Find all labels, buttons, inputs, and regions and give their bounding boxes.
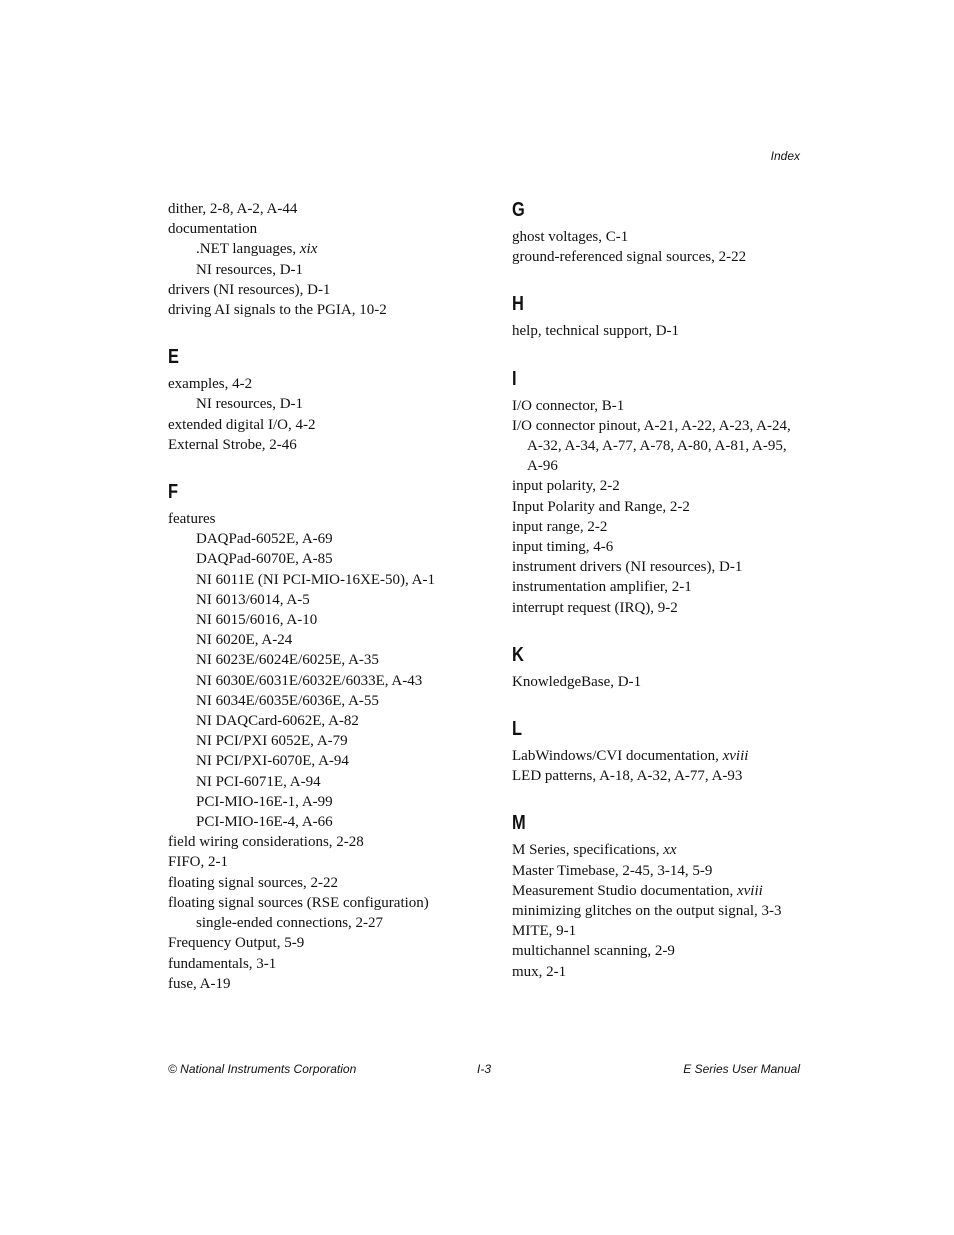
index-entry-text: fundamentals, 3-1 (168, 955, 277, 972)
index-entry (168, 435, 468, 455)
index-entry-text: PCI-MIO-16E-4, A-66 (196, 814, 333, 831)
index-subentry (168, 711, 468, 731)
index-section-letter: M (512, 812, 526, 835)
index-entry (512, 921, 804, 941)
index-entry-text: minimizing glitches on the output signal, 3-3 (512, 903, 782, 920)
index-subentry (168, 549, 468, 569)
index-entry-text: NI 6011E (NI PCI-MIO-16XE-50), A-1 (196, 571, 435, 588)
index-entry (512, 497, 804, 517)
index-entry (168, 415, 468, 435)
index-entry-text: LabWindows/CVI documentation, (512, 748, 723, 765)
index-entry-text: NI 6023E/6024E/6025E, A-35 (196, 652, 379, 669)
index-subentry (168, 630, 468, 650)
footer-manual-title: E Series User Manual (683, 1062, 800, 1076)
index-entry-text: help, technical support, D-1 (512, 323, 680, 340)
index-entry (168, 873, 468, 893)
index-subentry (168, 570, 468, 590)
index-entry-text: FIFO, 2-1 (168, 854, 229, 871)
index-entry-text: ground-referenced signal sources, 2-22 (512, 249, 747, 266)
index-subentry (168, 913, 468, 933)
index-entry-text: dither, 2-8, A-2, A-44 (168, 201, 298, 217)
index-entry-text: fuse, A-19 (168, 975, 231, 992)
index-entry (168, 954, 468, 974)
index-section-letter: F (168, 481, 179, 504)
index-entry (512, 941, 804, 961)
index-entry-text: examples, 4-2 (168, 376, 253, 393)
index-entry-text: LED patterns, A-18, A-32, A-77, A-93 (512, 768, 743, 785)
index-subentry (168, 812, 468, 832)
index-entry (512, 840, 804, 860)
index-entry-text: NI 6020E, A-24 (196, 632, 293, 649)
index-subentry (168, 260, 468, 280)
index-entry (168, 280, 468, 300)
index-entry (168, 893, 468, 913)
index-section (512, 718, 804, 786)
index-sections-right (512, 199, 804, 982)
index-section-letter: I (512, 367, 517, 390)
index-subentry (168, 691, 468, 711)
index-entry (512, 396, 804, 416)
index-entry-text: MITE, 9-1 (512, 923, 577, 940)
index-subentry (168, 792, 468, 812)
index-entry (512, 537, 804, 557)
index-section (512, 644, 804, 692)
index-entry-text: NI PCI/PXI 6052E, A-79 (196, 733, 348, 750)
index-entry-page-roman: xix (299, 241, 318, 258)
index-subentry (168, 529, 468, 549)
index-entry-text: NI 6034E/6035E/6036E, A-55 (196, 692, 379, 709)
index-entry-text: NI DAQCard-6062E, A-82 (196, 713, 359, 730)
index-entry-text: PCI-MIO-16E-1, A-99 (196, 793, 333, 810)
index-entry (512, 881, 804, 901)
footer-page-number: I-3 (477, 1062, 492, 1076)
index-entry-text: NI 6030E/6031E/6032E/6033E, A-43 (196, 672, 423, 689)
index-section-letter: L (512, 718, 523, 741)
footer-copyright: © National Instruments Corporation (168, 1062, 357, 1076)
index-subentry (168, 394, 468, 414)
index-section (512, 293, 804, 341)
index-entry (512, 746, 804, 766)
index-entry (512, 766, 804, 786)
index-section-letter: H (512, 293, 524, 316)
index-entry (168, 199, 468, 219)
index-lead-entries (168, 199, 468, 320)
index-entry (168, 509, 468, 529)
index-entry-text: NI 6013/6014, A-5 (196, 591, 310, 608)
index-entry-text: field wiring considerations, 2-28 (168, 834, 364, 851)
index-entry-text: Frequency Output, 5-9 (168, 935, 305, 952)
index-sections-left (168, 346, 468, 994)
index-entry-text: mux, 2-1 (512, 963, 567, 980)
index-entry (168, 374, 468, 394)
index-subentry (168, 239, 468, 259)
index-entry-text: input range, 2-2 (512, 518, 608, 535)
index-entry-text: floating signal sources, 2-22 (168, 874, 338, 891)
index-subentry (168, 731, 468, 751)
index-entry-text: driving AI signals to the PGIA, 10-2 (168, 302, 387, 319)
index-entry-text: NI 6015/6016, A-10 (196, 612, 318, 629)
index-entry (168, 300, 468, 320)
index-entry-text: input polarity, 2-2 (512, 478, 620, 495)
index-entry-text: instrument drivers (NI resources), D-1 (512, 559, 743, 576)
index-entry (512, 476, 804, 496)
index-entry (168, 933, 468, 953)
index-entry (512, 672, 804, 692)
index-entry-text: DAQPad-6070E, A-85 (196, 551, 333, 568)
index-subentry (168, 671, 468, 691)
index-entry-text: NI PCI-6071E, A-94 (196, 773, 321, 790)
index-entry-text: drivers (NI resources), D-1 (168, 281, 331, 298)
index-entry-text: M Series, specifications, (512, 842, 664, 859)
index-entry-text: Input Polarity and Range, 2-2 (512, 498, 690, 515)
index-section (168, 346, 468, 455)
index-entry-text: NI PCI/PXI-6070E, A-94 (196, 753, 349, 770)
index-column-left (168, 199, 468, 994)
index-entry-text: DAQPad-6052E, A-69 (196, 531, 333, 548)
index-entry-text: NI resources, D-1 (196, 396, 304, 413)
index-section-letter: E (168, 346, 179, 369)
index-subentry (168, 590, 468, 610)
index-entry (512, 962, 804, 982)
index-entry-text: documentation (168, 221, 258, 238)
index-entry (168, 974, 468, 994)
index-entry-text: External Strobe, 2-46 (168, 436, 297, 453)
index-section (168, 481, 468, 994)
index-entry-text: extended digital I/O, 4-2 (168, 416, 316, 433)
index-subentry (168, 772, 468, 792)
index-entry-text: Measurement Studio documentation, (512, 882, 737, 899)
index-entry (512, 227, 804, 247)
index-entry (512, 577, 804, 597)
index-subentry (168, 751, 468, 771)
index-entry (512, 321, 804, 341)
index-entry-text: KnowledgeBase, D-1 (512, 673, 642, 690)
index-entry (168, 852, 468, 872)
index-entry-text: I/O connector pinout, A-21, A-22, A-23, A-24, A-32, A-34, A-77, A-78, A-80, A-81, A-95, A-96 (512, 417, 791, 475)
index-entry-text: features (168, 511, 216, 528)
index-entry-text: .NET languages, (196, 241, 300, 258)
index-entry-text: floating signal sources (RSE configuration) (168, 894, 429, 911)
index-section (512, 812, 804, 981)
index-entry-page-roman: xx (663, 842, 677, 859)
index-entry-text: single-ended connections, 2-27 (196, 915, 384, 932)
index-entry (512, 557, 804, 577)
index-entry-text: input timing, 4-6 (512, 539, 614, 556)
index-entry (168, 832, 468, 852)
index-section (512, 199, 804, 267)
index-entry (512, 247, 804, 267)
index-entry-text: NI resources, D-1 (196, 261, 304, 278)
index-entry-page-roman: xviii (722, 748, 749, 765)
index-section (512, 368, 804, 618)
running-header: Index (770, 149, 800, 163)
index-entry (512, 416, 804, 477)
index-entry-text: multichannel scanning, 2-9 (512, 943, 675, 960)
index-entry-text: instrumentation amplifier, 2-1 (512, 579, 692, 596)
index-section-letter: G (512, 199, 525, 221)
index-entry (168, 219, 468, 239)
index-entry (512, 517, 804, 537)
index-entry (512, 598, 804, 618)
index-entry (512, 901, 804, 921)
index-entry (512, 861, 804, 881)
index-entry-page-roman: xviii (736, 882, 763, 899)
index-entry-text: interrupt request (IRQ), 9-2 (512, 599, 678, 616)
index-subentry (168, 610, 468, 630)
index-entry-text: ghost voltages, C-1 (512, 229, 629, 245)
index-section-letter: K (512, 643, 524, 666)
index-column-right (512, 199, 804, 982)
index-entry-text: Master Timebase, 2-45, 3-14, 5-9 (512, 862, 713, 879)
index-entry-text: I/O connector, B-1 (512, 397, 625, 414)
index-subentry (168, 650, 468, 670)
